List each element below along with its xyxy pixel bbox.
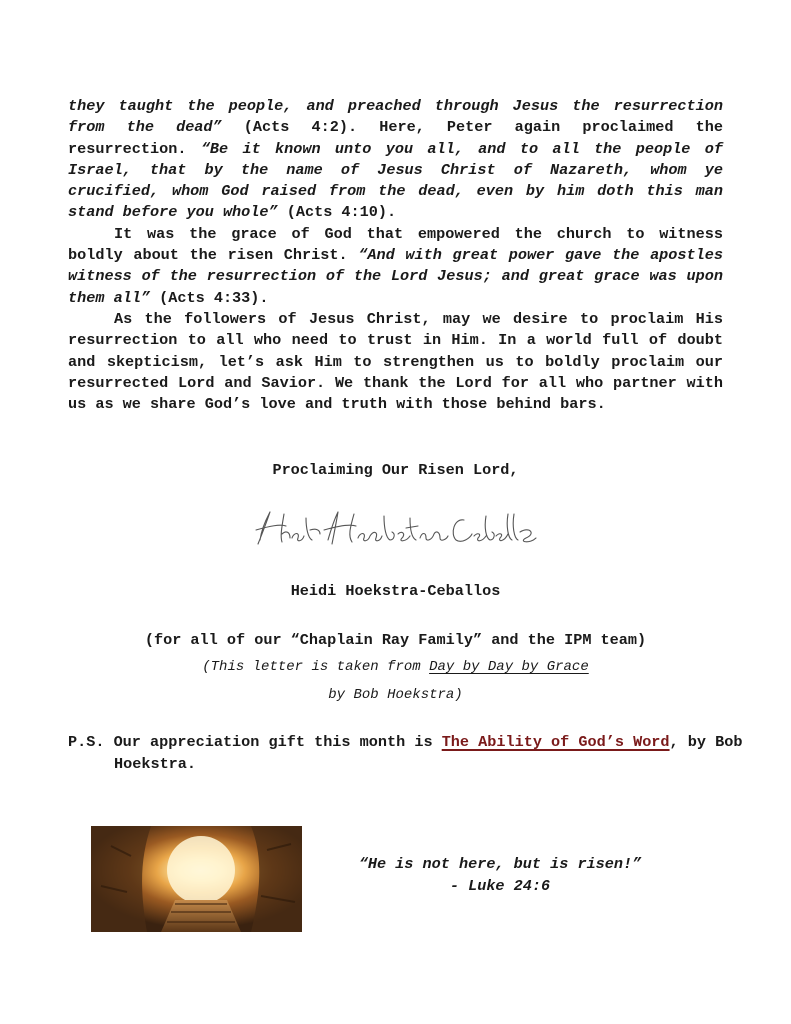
signature-icon — [250, 504, 540, 552]
verse-reference: - Luke 24:6 — [449, 877, 551, 895]
signer-name: Heidi Hoekstra-Ceballos — [290, 582, 501, 600]
source-author: by Bob Hoekstra) — [328, 687, 463, 703]
source-prefix: (This letter is taken from — [202, 659, 430, 675]
postscript — [68, 731, 774, 775]
ps-suffix: , by Bob Hoekstra. — [114, 733, 743, 773]
paragraph-2-text-b: (Acts 4:33). — [150, 288, 269, 307]
paragraph-1 — [68, 96, 723, 224]
empty-tomb-photo-icon — [91, 826, 302, 932]
paragraph-1-text-a: (Acts 4:2). Here, Peter again proclaimed the resurrection. — [68, 118, 723, 158]
quote-acts-4-2: they taught the people, and preached through Jesus the resurrection from the dead” — [68, 97, 723, 137]
handwritten-signature — [250, 504, 540, 552]
gift-title-link[interactable]: The Ability of God’s Word — [441, 733, 670, 751]
paragraph-2-text-a: It was the grace of God that empowered the church to witness boldly about the risen Christ. — [68, 224, 723, 265]
ps-prefix: P.S. Our appreciation gift this month is — [68, 733, 442, 751]
paragraph-1-text-b: (Acts 4:10). — [277, 203, 397, 222]
scripture-verse — [330, 853, 670, 897]
on-behalf-line: (for all of our “Chaplain Ray Family” and the IPM team) — [144, 631, 647, 649]
salutation: Proclaiming Our Risen Lord, — [272, 461, 519, 479]
letter-body — [68, 96, 723, 415]
paragraph-3: As the followers of Jesus Christ, may we desire to proclaim His resurrection to all who need to trust in Him. In a world full of doubt and skepticism, let’s ask Him to strengthen us to boldly proclaim our resurrected Lord and Savior. We thank the Lord for all who partner with us as we share God’s love and truth with those behind bars. — [68, 309, 723, 414]
quote-acts-4-33: “And with great power gave the apostles witness of the resurrection of the Lord Jesus; and great grace was upon them all” — [68, 246, 723, 307]
source-note — [0, 659, 791, 675]
paragraph-2 — [68, 224, 723, 309]
source-book-title: Day by Day by Grace — [429, 659, 589, 675]
verse-quote: “He is not here, but is risen!” — [358, 855, 642, 873]
empty-tomb-image — [91, 826, 302, 932]
quote-acts-4-10: “Be it known unto you all, and to all the people of Israel, that by the name of Jesus Christ of Nazareth, whom ye crucified, whom God raised from the dead, even by him doth this man stand before you whole” — [68, 139, 723, 222]
